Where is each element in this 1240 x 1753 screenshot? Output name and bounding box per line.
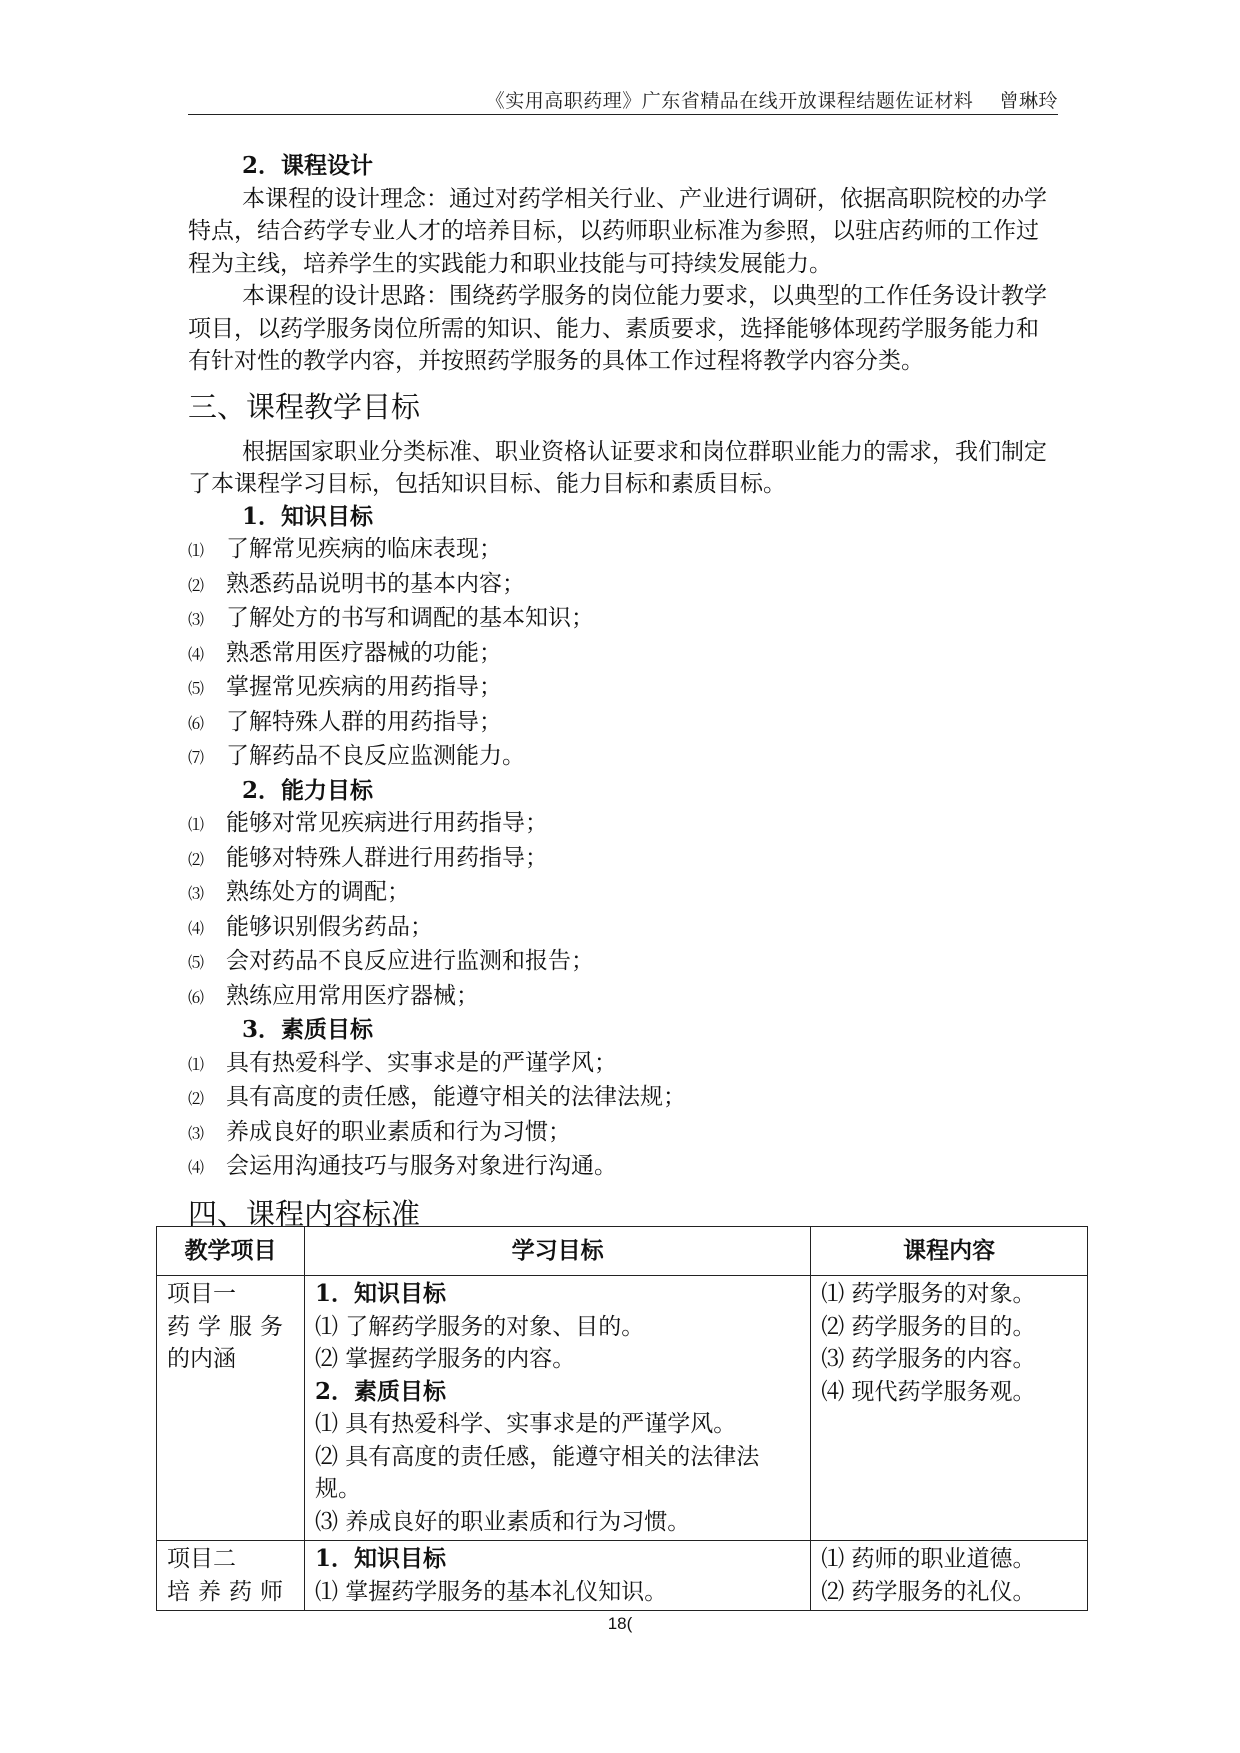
design-paragraph-2: 本课程的设计思路：围绕药学服务的岗位能力要求，以典型的工作任务设计教学项目，以药学服务岗位所需的知识、能力、素质要求，选择能够体现药学服务能力和有针对性的教学内容，并按照药学服务的具体工作过程将教学内容分类。 <box>188 283 1047 374</box>
ability-list <box>188 807 1058 1014</box>
column-header: 学习目标 <box>304 1227 810 1276</box>
design-heading: 2．课程设计 <box>242 152 374 179</box>
list-item: ⑶ 熟练处方的调配； <box>188 879 410 905</box>
quality-list <box>188 1047 1058 1185</box>
section-3-title: 三、课程教学目标 <box>188 389 421 424</box>
content-cell: ⑴ 药学服务的对象。 ⑵ 药学服务的目的。 ⑶ 药学服务的内容。 ⑷ 现代药学服务观。 <box>811 1276 1088 1541</box>
quality-heading: 3．素质目标 <box>242 1016 374 1043</box>
header-rule <box>188 114 1058 115</box>
list-item: ⑵ 具有高度的责任感，能遵守相关的法律法规； <box>188 1084 686 1110</box>
header-author: 曾琳玲 <box>999 90 1058 112</box>
table-row <box>157 1276 1088 1541</box>
list-item: ⑵ 熟悉药品说明书的基本内容； <box>188 570 525 597</box>
content-cell: ⑴ 药师的职业道德。 ⑵ 药学服务的礼仪。 <box>811 1541 1088 1611</box>
knowledge-list <box>188 533 1058 775</box>
list-item: ⑶ 了解处方的书写和调配的基本知识； <box>188 605 594 631</box>
table-header-row <box>157 1227 1088 1276</box>
list-item: ⑷ 能够识别假劣药品； <box>188 913 433 940</box>
list-item: ⑴ 了解常见疾病的临床表现； <box>188 536 502 562</box>
content-standard-table <box>156 1226 1088 1611</box>
list-item: ⑶ 养成良好的职业素质和行为习惯； <box>188 1118 571 1145</box>
list-item: ⑸ 掌握常见疾病的用药指导； <box>188 674 502 700</box>
list-item: ⑸ 会对药品不良反应进行监测和报告； <box>188 948 594 974</box>
list-item: ⑹ 熟练应用常用医疗器械； <box>188 982 479 1009</box>
table-row <box>157 1541 1088 1611</box>
list-item: ⑷ 熟悉常用医疗器械的功能； <box>188 639 502 666</box>
column-header: 课程内容 <box>811 1227 1088 1276</box>
page-header <box>188 86 1058 113</box>
knowledge-heading: 1．知识目标 <box>242 502 374 530</box>
section-3-intro: 根据国家职业分类标准、职业资格认证要求和岗位群职业能力的需求，我们制定了本课程学习目标，包括知识目标、能力目标和素质目标。 <box>188 438 1047 497</box>
header-title: 《实用高职药理》广东省精品在线开放课程结题佐证材料 <box>485 90 974 112</box>
objectives-cell: 1．知识目标 ⑴ 了解药学服务的对象、目的。 ⑵ 掌握药学服务的内容。 2．素质目标 ⑴ 具有热爱科学、实事求是的严谨学风。 ⑵ 具有高度的责任感，能遵守相关的法律法规。 ⑶ 养成良好的职业素质和行为习惯。 <box>304 1276 810 1541</box>
section-4-title: 四、课程内容标准 <box>188 1196 421 1231</box>
document-body <box>188 150 1058 1243</box>
project-cell: 项目二 培养药师 <box>157 1541 305 1611</box>
list-item: ⑴ 能够对常见疾病进行用药指导； <box>188 810 548 836</box>
list-item: ⑵ 能够对特殊人群进行用药指导； <box>188 844 548 871</box>
page-number: 18( <box>607 1614 633 1633</box>
project-cell: 项目一 药学服务 的内涵 <box>157 1276 305 1541</box>
list-item: ⑷ 会运用沟通技巧与服务对象进行沟通。 <box>188 1153 617 1179</box>
objectives-cell: 1．知识目标 ⑴ 掌握药学服务的基本礼仪知识。 <box>304 1541 810 1611</box>
list-item: ⑴ 具有热爱科学、实事求是的严谨学风； <box>188 1049 617 1076</box>
design-paragraph-1: 本课程的设计理念：通过对药学相关行业、产业进行调研，依据高职院校的办学特点，结合药学专业人才的培养目标，以药师职业标准为参照，以驻店药师的工作过程为主线，培养学生的实践能力和职业技能与可持续发展能力。 <box>188 185 1047 277</box>
ability-heading: 2．能力目标 <box>242 776 374 804</box>
list-item: ⑹ 了解特殊人群的用药指导； <box>188 708 502 735</box>
list-item: ⑺ 了解药品不良反应监测能力。 <box>188 743 525 769</box>
column-header: 教学项目 <box>157 1227 305 1276</box>
